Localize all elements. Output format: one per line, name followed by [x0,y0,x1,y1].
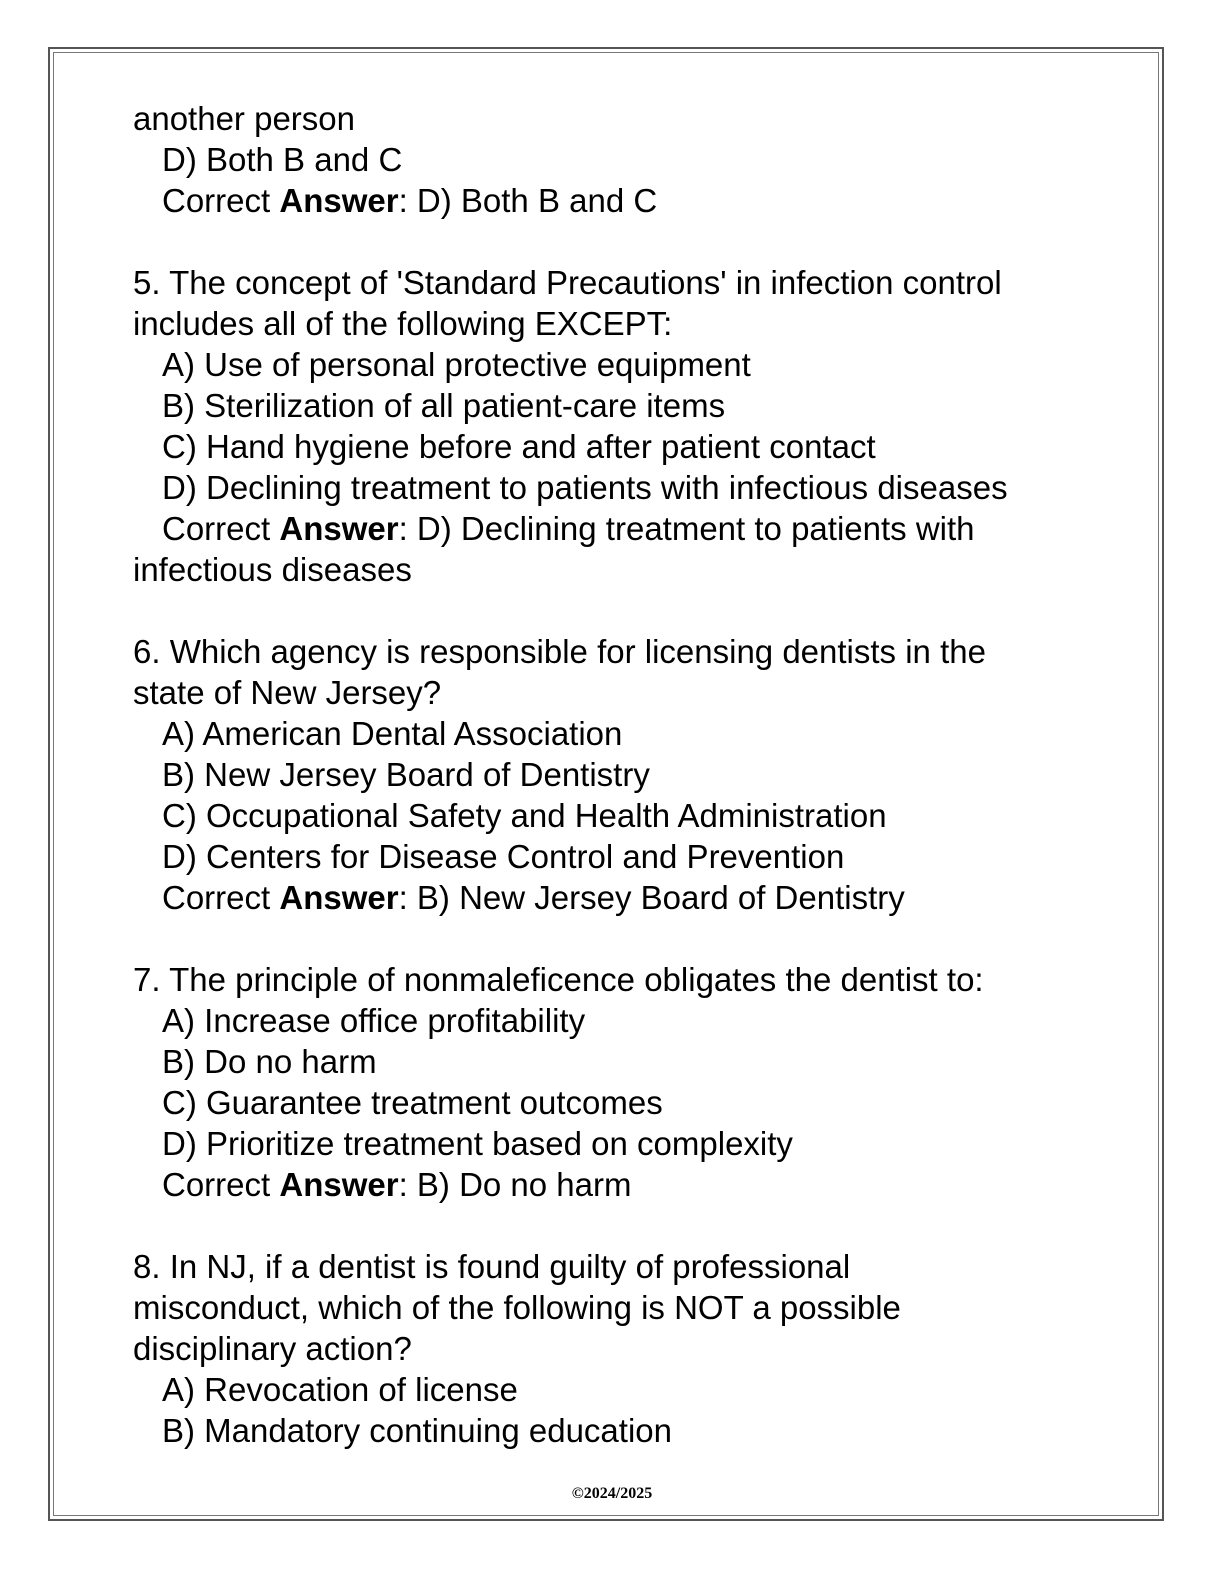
question-4-continuation: another person [133,100,355,137]
question-5-answer [133,508,1123,549]
question-7-option-c: C) Guarantee treatment outcomes [162,1084,663,1121]
question-5-answer-continuation: infectious diseases [133,551,412,588]
answer-text: : D) Both B and C [398,182,658,219]
question-6-option-d: D) Centers for Disease Control and Prevention [162,838,845,875]
answer-text: : B) New Jersey Board of Dentistry [398,879,905,916]
question-6-option-a: A) American Dental Association [162,715,623,752]
answer-text: : D) Declining treatment to patients with [398,510,975,547]
question-5-option-a: A) Use of personal protective equipment [162,346,751,383]
question-6-answer [133,877,1123,918]
question-7-option-b: B) Do no harm [162,1043,377,1080]
question-7-line-1: 7. The principle of nonmaleficence obligates the dentist to: [133,961,984,998]
question-5-option-c: C) Hand hygiene before and after patient contact [162,428,876,465]
answer-prefix: Correct [162,879,280,916]
question-4-option-d: D) Both B and C [162,141,403,178]
question-8-line-1: 8. In NJ, if a dentist is found guilty of professional [133,1248,851,1285]
answer-label: Answer [279,879,399,916]
question-6-line-1: 6. Which agency is responsible for licensing dentists in the [133,633,986,670]
answer-prefix: Correct [162,510,280,547]
document-body [133,98,1123,1451]
answer-label: Answer [279,1166,399,1203]
answer-text: : B) Do no harm [398,1166,632,1203]
spacer [133,918,1123,959]
question-5-line-1: 5. The concept of 'Standard Precautions' in infection control [133,264,1002,301]
question-5-option-d: D) Declining treatment to patients with infectious diseases [162,469,1008,506]
question-6-option-b: B) New Jersey Board of Dentistry [162,756,650,793]
answer-label: Answer [279,510,399,547]
question-8-option-a: A) Revocation of license [162,1371,518,1408]
question-8-line-2: misconduct, which of the following is NOT a possible [133,1289,901,1326]
spacer [133,590,1123,631]
answer-label: Answer [279,182,399,219]
question-6-option-c: C) Occupational Safety and Health Administration [162,797,887,834]
question-8-line-3: disciplinary action? [133,1330,412,1367]
answer-prefix: Correct [162,182,280,219]
spacer [133,221,1123,262]
question-7-option-a: A) Increase office profitability [162,1002,586,1039]
question-6-line-2: state of New Jersey? [133,674,442,711]
question-4-answer [133,180,1123,221]
question-7-option-d: D) Prioritize treatment based on complexity [162,1125,793,1162]
spacer [133,1205,1123,1246]
question-5-option-b: B) Sterilization of all patient-care items [162,387,726,424]
question-7-answer [133,1164,1123,1205]
question-5-line-2: includes all of the following EXCEPT: [133,305,673,342]
answer-prefix: Correct [162,1166,280,1203]
question-8-option-b: B) Mandatory continuing education [162,1412,672,1449]
copyright-footer: ©2024/2025 [571,1485,653,1502]
